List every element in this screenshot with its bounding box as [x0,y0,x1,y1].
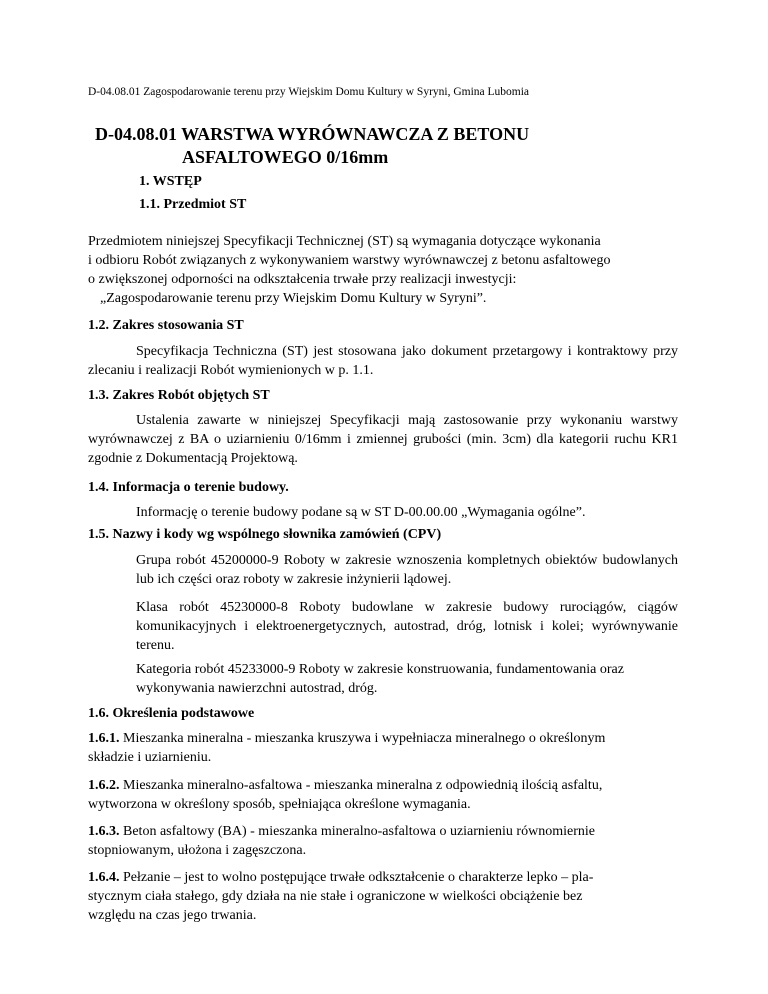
definition-1-6-2 [88,776,602,814]
section-1-1-line: Przedmiotem niniejszej Specyfikacji Technicznej (ST) są wymagania dotyczące wykonania [88,234,601,249]
definition-text: wytworzona w określony sposób, spełniająca określone wymagania. [88,797,471,812]
definition-text: składzie i uziarnieniu. [88,750,212,765]
definition-number: 1.6.1. [88,731,120,746]
document-title-line1: D-04.08.01 WARSTWA WYRÓWNAWCZA Z BETONU [95,124,530,144]
section-1-3-body: Ustalenia zawarte w niniejszej Specyfikacji mają zastosowanie przy wykonaniu warstwy wyrównawczej z BA o uziarnieniu 0/16mm i zmiennej grubości (min. 3cm) dla kategorii ruchu KR1 zgodnie z Dokumentacją Projektową. [88,413,678,466]
definition-text: względu na czas jego trwania. [88,908,257,923]
definition-text: Mieszanka mineralna - mieszanka kruszywa i wypełniacza mineralnego o określonym [123,731,606,746]
section-1-6-heading: 1.6. Określenia podstawowe [88,706,255,721]
definition-text: Pełzanie – jest to wolno postępujące trwałe odkształcenie o charakterze lepko – pla- [123,870,594,885]
section-1-1-line: i odbioru Robót związanych z wykonywaniem warstwy wyrównawczej z betonu asfaltowego [88,253,611,268]
section-1-1-body [88,232,611,308]
definition-text: stopniowanym, ułożona i zagęszczona. [88,843,307,858]
document-title-line2: ASFALTOWEGO 0/16mm [182,147,389,167]
definition-text: stycznym ciała stałego, gdy działa na nie stałe i ograniczone w wielkości obciążenie bez [88,889,583,904]
definition-number: 1.6.4. [88,870,120,885]
section-1-4-body: Informację o terenie budowy podane są w ST D-00.00.00 „Wymagania ogólne”. [136,505,586,520]
section-1-1-line: „Zagospodarowanie terenu przy Wiejskim Domu Kultury w Syryni”. [100,291,487,306]
section-1-3-heading: 1.3. Zakres Robót objętych ST [88,388,270,403]
definition-number: 1.6.2. [88,778,120,793]
definition-text: Mieszanka mineralno-asfaltowa - mieszanka mineralna z odpowiednią ilością asfaltu, [123,778,603,793]
section-1-1-line: o zwiększonej odporności na odkształcenia trwałe przy realizacji inwestycji: [88,272,517,287]
cpv-group: Grupa robót 45200000-9 Roboty w zakresie wznoszenia kompletnych obiektów budowlanych lub ich części oraz roboty w zakresie inżynierii lądowej. [136,553,678,587]
section-1-2-heading: 1.2. Zakres stosowania ST [88,318,244,333]
section-1-1-heading: 1.1. Przedmiot ST [139,197,247,212]
section-1-2-body: Specyfikacja Techniczna (ST) jest stosowana jako dokument przetargowy i kontraktowy przy zlecaniu i realizacji Robót wymienionych w p. 1.1. [88,344,678,378]
cpv-category: Kategoria robót 45233000-9 Roboty w zakresie konstruowania, fundamentowania oraz wykonywania nawierzchni autostrad, dróg. [136,662,624,696]
definition-number: 1.6.3. [88,824,120,839]
section-1-4-heading: 1.4. Informacja o terenie budowy. [88,480,289,495]
running-header: D-04.08.01 Zagospodarowanie terenu przy Wiejskim Domu Kultury w Syryni, Gmina Lubomia [88,86,530,98]
definition-1-6-3 [88,822,595,860]
section-1-heading: 1. WSTĘP [139,174,202,189]
definition-text: Beton asfaltowy (BA) - mieszanka mineralno-asfaltowa o uziarnieniu równomiernie [123,824,595,839]
document-title [95,123,695,169]
definition-1-6-1 [88,729,605,767]
cpv-class: Klasa robót 45230000-8 Roboty budowlane w zakresie budowy rurociągów, ciągów komunikacyjnych i elektroenergetycznych, autostrad, dróg, lotnisk i kolei; wyrównywanie terenu. [136,600,678,653]
section-1-5-heading: 1.5. Nazwy i kody wg wspólnego słownika zamówień (CPV) [88,527,442,542]
definition-1-6-4 [88,868,593,925]
